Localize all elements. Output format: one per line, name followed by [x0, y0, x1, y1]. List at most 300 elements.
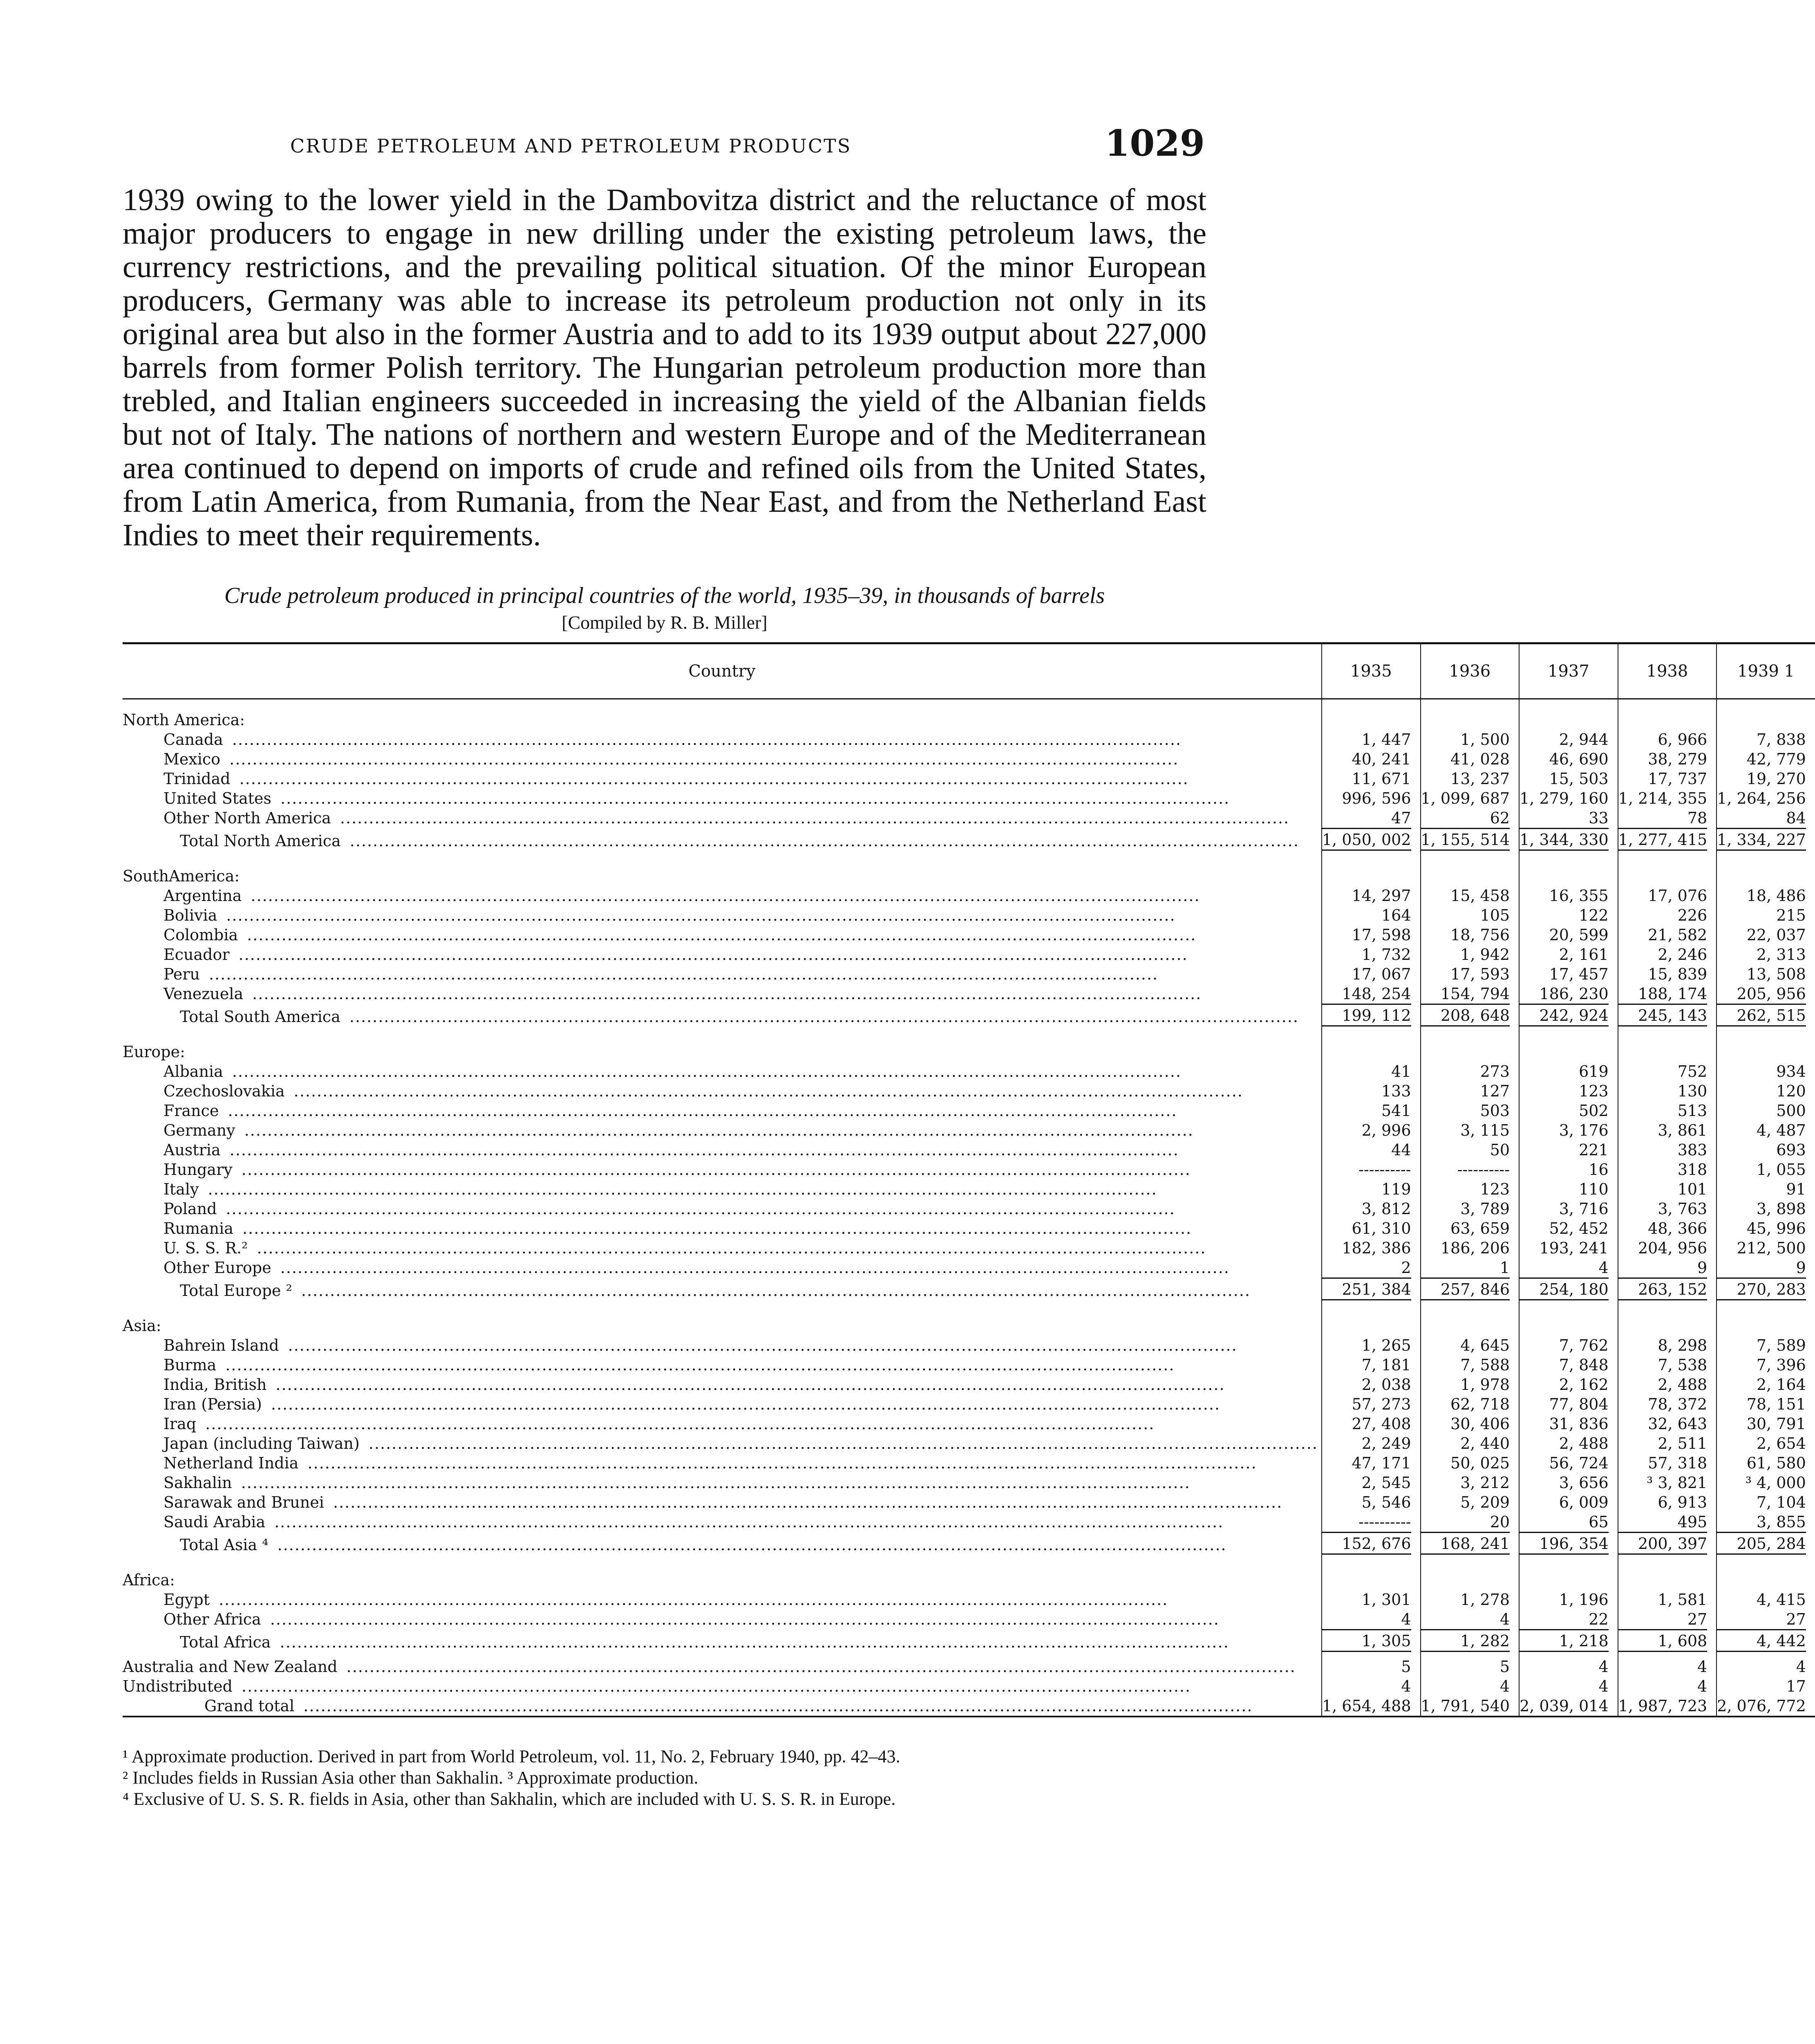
cell-text: 254, 180	[1520, 1278, 1609, 1300]
row-label	[123, 1199, 1322, 1219]
cell-text: 251, 384	[1322, 1278, 1411, 1300]
row-label	[123, 1493, 1322, 1512]
cell-value	[1421, 1414, 1520, 1434]
cell-text: 257, 846	[1421, 1278, 1510, 1300]
table-row	[123, 1101, 1815, 1121]
cell-text: 15, 458	[1450, 887, 1510, 905]
cell-value	[1322, 1081, 1421, 1101]
row-label-text: Total North America	[180, 832, 344, 850]
cell-value	[1717, 1004, 1815, 1031]
cell-text: 56, 724	[1549, 1454, 1609, 1472]
cell-value	[1519, 1657, 1618, 1676]
cell-text: 1, 942	[1460, 946, 1510, 964]
cell-text: 40, 241	[1352, 750, 1411, 768]
cell-text: 1, 305	[1322, 1629, 1411, 1652]
cell-text: 6, 966	[1658, 731, 1708, 749]
cell-value	[1421, 1278, 1520, 1305]
cell-value	[1322, 1101, 1421, 1121]
cell-value	[1421, 1004, 1520, 1031]
cell-value	[1618, 730, 1717, 749]
row-label-text: Africa:	[123, 1571, 178, 1589]
cell-value	[1717, 1278, 1815, 1305]
row-label	[123, 1512, 1322, 1532]
cell-value	[1519, 1140, 1618, 1160]
cell-text: 65	[1589, 1513, 1609, 1531]
empty-cell	[1322, 1560, 1421, 1590]
table-row	[123, 1062, 1815, 1081]
total-row	[123, 1278, 1815, 1305]
total-row	[123, 828, 1815, 856]
empty-cell	[1322, 1031, 1421, 1062]
cell-value	[1322, 925, 1421, 945]
running-head	[123, 119, 1206, 164]
header-1935: 1935	[1322, 643, 1421, 699]
cell-value	[1322, 1336, 1421, 1355]
cell-text: 7, 538	[1658, 1356, 1708, 1374]
cell-text: 1, 978	[1460, 1376, 1510, 1394]
cell-value	[1519, 1199, 1618, 1219]
cell-value	[1322, 1004, 1421, 1031]
row-label-text: Czechoslovakia	[163, 1082, 288, 1100]
cell-value	[1421, 1512, 1520, 1532]
cell-text: 1, 608	[1618, 1629, 1708, 1652]
cell-text: 1, 987, 723	[1618, 1697, 1708, 1715]
cell-value	[1618, 1434, 1717, 1453]
petroleum-table	[123, 642, 1815, 1717]
cell-value	[1421, 1219, 1520, 1238]
cell-text: 205, 956	[1737, 985, 1806, 1003]
cell-text: 133	[1381, 1082, 1411, 1100]
cell-value	[1322, 886, 1421, 905]
cell-text: 263, 152	[1618, 1278, 1708, 1300]
cell-text: 3, 898	[1756, 1200, 1806, 1218]
total-row	[123, 1629, 1815, 1657]
cell-text: ³ 3, 821	[1647, 1474, 1708, 1492]
cell-text: 17, 457	[1549, 965, 1609, 983]
cell-text: 3, 763	[1658, 1200, 1708, 1218]
cell-text: 1, 344, 330	[1520, 828, 1609, 851]
row-label-text: Grand total	[204, 1697, 298, 1715]
cell-value	[1519, 1434, 1618, 1453]
row-label-text: Colombia	[163, 926, 241, 944]
row-label	[123, 964, 1322, 984]
cell-value	[1421, 945, 1520, 964]
cell-value	[1717, 808, 1815, 828]
cell-value	[1717, 1629, 1815, 1657]
cell-value	[1618, 1609, 1717, 1629]
cell-value	[1322, 1394, 1421, 1414]
cell-text: 752	[1677, 1062, 1708, 1080]
row-label	[123, 856, 1322, 886]
table-row	[123, 964, 1815, 984]
cell-value	[1322, 1238, 1421, 1258]
empty-cell	[1717, 856, 1815, 886]
cell-text: 32, 643	[1648, 1415, 1708, 1433]
cell-text: 205, 284	[1717, 1532, 1806, 1555]
table-compiled-by: [Compiled by R. B. Miller]	[562, 612, 768, 633]
cell-text: 2, 038	[1361, 1376, 1411, 1394]
row-label	[123, 1676, 1322, 1696]
cell-value	[1519, 1004, 1618, 1031]
cell-value	[1421, 886, 1520, 905]
cell-text: 21, 582	[1648, 926, 1708, 944]
region-row	[123, 1031, 1815, 1062]
footnote: ² Includes fields in Russian Asia other than Sakhalin. ³ Approximate production.	[123, 1768, 698, 1788]
row-label	[123, 886, 1322, 905]
cell-value	[1322, 1140, 1421, 1160]
cell-value	[1519, 1493, 1618, 1512]
cell-value	[1519, 1512, 1618, 1532]
cell-text: 204, 956	[1638, 1239, 1708, 1257]
cell-value	[1519, 1062, 1618, 1081]
cell-text: 3, 656	[1559, 1474, 1609, 1492]
cell-value	[1618, 905, 1717, 925]
cell-text: 2, 161	[1559, 946, 1609, 964]
cell-value	[1519, 1453, 1618, 1473]
empty-cell	[1322, 856, 1421, 886]
cell-value	[1421, 1336, 1520, 1355]
cell-text: 1, 301	[1361, 1591, 1411, 1609]
cell-value	[1618, 1473, 1717, 1493]
empty-cell	[1717, 1560, 1815, 1590]
cell-value	[1421, 1140, 1520, 1160]
cell-value	[1421, 1453, 1520, 1473]
cell-text: 61, 580	[1746, 1454, 1806, 1472]
row-label	[123, 1062, 1322, 1081]
cell-value	[1717, 964, 1815, 984]
row-label-text: Iran (Persia)	[163, 1395, 265, 1413]
cell-text: 1, 155, 514	[1421, 828, 1510, 851]
empty-cell	[1421, 856, 1520, 886]
row-label-text: Sarawak and Brunei	[163, 1493, 327, 1511]
cell-text: 3, 212	[1460, 1474, 1510, 1492]
cell-text: 1, 055	[1756, 1161, 1806, 1179]
page	[123, 119, 1806, 1810]
row-label-text: Hungary	[163, 1161, 236, 1179]
row-label	[123, 1609, 1322, 1629]
cell-text: 4	[1697, 1658, 1708, 1676]
cell-value	[1717, 1493, 1815, 1512]
cell-text: 27	[1786, 1610, 1806, 1628]
cell-value	[1717, 1081, 1815, 1101]
cell-text: 17	[1786, 1677, 1806, 1695]
row-label-text: U. S. S. R.²	[163, 1239, 251, 1257]
cell-value	[1421, 749, 1520, 769]
table-row	[123, 1676, 1815, 1696]
footnote: ¹ Approximate production. Derived in part from World Petroleum, vol. 11, No. 2, February 1940, pp. 42–43.	[123, 1746, 900, 1766]
cell-text: 47	[1391, 809, 1411, 827]
cell-text: 200, 397	[1618, 1532, 1708, 1555]
cell-value	[1322, 1657, 1421, 1676]
cell-value	[1421, 769, 1520, 789]
cell-text: 6, 913	[1658, 1493, 1708, 1511]
cell-value	[1519, 1336, 1618, 1355]
cell-text: 7, 762	[1559, 1336, 1609, 1354]
cell-value	[1618, 964, 1717, 984]
table-row	[123, 1493, 1815, 1512]
empty-cell	[1717, 1305, 1815, 1336]
row-label-text: Iraq	[163, 1415, 199, 1433]
table-row	[123, 808, 1815, 828]
cell-text: 2, 545	[1361, 1474, 1411, 1492]
cell-value	[1618, 1004, 1717, 1031]
cell-value	[1717, 1219, 1815, 1238]
cell-text: 130	[1677, 1082, 1708, 1100]
cell-text: 1, 447	[1361, 731, 1411, 749]
cell-value	[1519, 905, 1618, 925]
cell-text: 1, 732	[1361, 946, 1411, 964]
cell-text: 199, 112	[1322, 1004, 1411, 1026]
cell-value	[1421, 925, 1520, 945]
cell-value	[1519, 1590, 1618, 1609]
cell-text: 5	[1401, 1658, 1411, 1676]
cell-value	[1519, 808, 1618, 828]
cell-value	[1717, 1657, 1815, 1676]
cell-text: 193, 241	[1539, 1239, 1609, 1257]
row-label	[123, 1434, 1322, 1453]
cell-text: 1, 791, 540	[1421, 1697, 1510, 1715]
cell-text: 11, 671	[1352, 770, 1411, 788]
cell-text: 996, 596	[1342, 789, 1411, 807]
row-label-text: France	[163, 1102, 222, 1120]
cell-text: 318	[1677, 1161, 1708, 1179]
row-label	[123, 1657, 1322, 1676]
cell-value	[1717, 984, 1815, 1004]
cell-value	[1618, 1278, 1717, 1305]
cell-value	[1618, 1355, 1717, 1375]
cell-text: 127	[1480, 1082, 1510, 1100]
cell-text: 541	[1381, 1102, 1411, 1120]
row-label-text: United States	[163, 789, 275, 807]
empty-cell	[1717, 699, 1815, 730]
cell-value	[1717, 1676, 1815, 1696]
cell-text: 1	[1499, 1259, 1510, 1277]
cell-value	[1322, 1532, 1421, 1560]
row-label-text: North America:	[123, 711, 248, 729]
cell-text: 1, 264, 256	[1717, 789, 1806, 807]
cell-text: 383	[1677, 1141, 1708, 1159]
cell-value	[1519, 789, 1618, 808]
cell-text: 2, 164	[1756, 1376, 1806, 1394]
cell-value	[1421, 1676, 1520, 1696]
table-row	[123, 789, 1815, 808]
cell-text: 7, 396	[1756, 1356, 1806, 1374]
cell-value	[1519, 1394, 1618, 1414]
cell-value	[1322, 730, 1421, 749]
cell-text: 8, 298	[1658, 1336, 1708, 1354]
table-row	[123, 1375, 1815, 1394]
cell-text: 245, 143	[1618, 1004, 1708, 1026]
cell-text: 164	[1381, 906, 1411, 924]
row-label-text: Egypt	[163, 1591, 213, 1609]
total-row	[123, 1696, 1815, 1717]
empty-cell	[1519, 856, 1618, 886]
region-row	[123, 1560, 1815, 1590]
cell-value	[1322, 945, 1421, 964]
cell-text: 17, 067	[1352, 965, 1411, 983]
cell-text: 1, 277, 415	[1618, 828, 1708, 851]
empty-cell	[1421, 1031, 1520, 1062]
cell-text: 30, 406	[1450, 1415, 1510, 1433]
row-label-text: Total Africa	[180, 1633, 274, 1651]
footnotes	[123, 1746, 1206, 1810]
cell-value	[1322, 1609, 1421, 1629]
table-row	[123, 1160, 1815, 1179]
cell-value	[1322, 1696, 1421, 1717]
empty-cell	[1322, 699, 1421, 730]
row-label	[123, 1336, 1322, 1355]
empty-cell	[1618, 856, 1717, 886]
cell-value	[1618, 886, 1717, 905]
cell-text: 1, 214, 355	[1618, 789, 1708, 807]
table-row	[123, 1081, 1815, 1101]
cell-value	[1519, 730, 1618, 749]
cell-value	[1618, 925, 1717, 945]
cell-text: 4	[1401, 1677, 1411, 1695]
cell-value	[1322, 1590, 1421, 1609]
row-label	[123, 1305, 1322, 1336]
row-label	[123, 1160, 1322, 1179]
cell-value	[1618, 1676, 1717, 1696]
cell-text: ----------	[1358, 1513, 1411, 1531]
cell-text: 77, 804	[1549, 1395, 1609, 1413]
cell-value	[1618, 1121, 1717, 1140]
cell-text: 62, 718	[1450, 1395, 1510, 1413]
body-paragraph: 1939 owing to the lower yield in the Dambovitza district and the reluctance of most major producers to engage in new drilling under the existing petroleum laws, the currency restrictions, and the prevailing political situation. Of the minor European producers, Germany was able to increase its petroleum production not only in its original area but also in the former Austria and to add to its 1939 output about 227,000 barrels from former Polish territory. The Hungarian petroleum production more than trebled, and Italian engineers succeeded in increasing the yield of the Albanian fields but not of Italy. The nations of northern and western Europe and of the Mediterranean area continued to depend on imports of crude and refined oils from the United States, from Latin America, from Rumania, from the Near East, and from the Netherland East Indies to meet their requirements.	[123, 183, 1206, 552]
table-row	[123, 769, 1815, 789]
cell-value	[1421, 1355, 1520, 1375]
cell-value	[1519, 925, 1618, 945]
cell-value	[1322, 828, 1421, 856]
table-row	[123, 1590, 1815, 1609]
empty-cell	[1519, 1560, 1618, 1590]
row-label	[123, 1140, 1322, 1160]
row-label-text: Trinidad	[163, 770, 234, 788]
cell-value	[1421, 1238, 1520, 1258]
row-label	[123, 808, 1322, 828]
cell-text: 22	[1589, 1610, 1609, 1628]
cell-value	[1618, 1179, 1717, 1199]
cell-text: 47, 171	[1352, 1454, 1411, 1472]
cell-text: 495	[1677, 1513, 1708, 1531]
cell-value	[1618, 808, 1717, 828]
cell-value	[1421, 808, 1520, 828]
cell-value	[1421, 1179, 1520, 1199]
cell-value	[1519, 1532, 1618, 1560]
cell-text: 27, 408	[1352, 1415, 1411, 1433]
cell-value	[1519, 886, 1618, 905]
cell-value	[1421, 1121, 1520, 1140]
cell-text: 15, 503	[1549, 770, 1609, 788]
table-row	[123, 945, 1815, 964]
cell-value	[1717, 789, 1815, 808]
empty-cell	[1519, 1305, 1618, 1336]
cell-text: 41	[1391, 1062, 1411, 1080]
table-row	[123, 749, 1815, 769]
row-label-text: Bahrein Island	[163, 1336, 282, 1354]
cell-text: 3, 812	[1361, 1200, 1411, 1218]
cell-text: 18, 486	[1746, 887, 1806, 905]
row-label	[123, 1031, 1322, 1062]
cell-value	[1618, 984, 1717, 1004]
row-label-text: Germany	[163, 1121, 239, 1139]
cell-text: 30, 791	[1746, 1415, 1806, 1433]
row-label	[123, 1238, 1322, 1258]
cell-value	[1519, 1121, 1618, 1140]
cell-text: 1, 654, 488	[1322, 1697, 1411, 1715]
cell-value	[1618, 1101, 1717, 1121]
table-row	[123, 1473, 1815, 1493]
cell-text: 15, 839	[1648, 965, 1708, 983]
cell-value	[1519, 1160, 1618, 1179]
cell-text: ----------	[1457, 1161, 1510, 1179]
cell-text: 57, 318	[1648, 1454, 1708, 1472]
cell-value	[1519, 945, 1618, 964]
cell-text: 17, 593	[1450, 965, 1510, 983]
cell-value	[1618, 1238, 1717, 1258]
cell-value	[1618, 749, 1717, 769]
cell-value	[1519, 1414, 1618, 1434]
cell-text: 186, 206	[1440, 1239, 1510, 1257]
cell-value	[1618, 1258, 1717, 1278]
cell-value	[1421, 1199, 1520, 1219]
empty-cell	[1421, 699, 1520, 730]
cell-value	[1322, 769, 1421, 789]
cell-value	[1322, 1629, 1421, 1657]
cell-value	[1618, 1160, 1717, 1179]
cell-value	[1717, 1062, 1815, 1081]
cell-text: 7, 848	[1559, 1356, 1609, 1374]
cell-text: 120	[1776, 1082, 1806, 1100]
cell-text: 2, 944	[1559, 731, 1609, 749]
cell-text: 503	[1480, 1102, 1510, 1120]
cell-value	[1519, 1696, 1618, 1717]
table-row	[123, 1394, 1815, 1414]
cell-text: 1, 334, 227	[1717, 828, 1806, 851]
cell-value	[1717, 730, 1815, 749]
cell-value	[1421, 1434, 1520, 1453]
cell-value	[1322, 1676, 1421, 1696]
table-row	[123, 1140, 1815, 1160]
cell-text: 1, 279, 160	[1520, 789, 1609, 807]
row-label-text: Other Europe	[163, 1259, 275, 1277]
row-label-text: Albania	[163, 1062, 226, 1080]
cell-text: 7, 181	[1361, 1356, 1411, 1374]
cell-value	[1717, 1394, 1815, 1414]
cell-value	[1618, 1493, 1717, 1512]
table-row	[123, 1512, 1815, 1532]
table-row	[123, 984, 1815, 1004]
row-label	[123, 1590, 1322, 1609]
cell-text: 1, 278	[1460, 1591, 1510, 1609]
cell-text: 242, 924	[1520, 1004, 1609, 1026]
cell-text: 2, 440	[1460, 1434, 1510, 1452]
cell-text: 48, 366	[1648, 1219, 1708, 1237]
cell-text: 45, 996	[1746, 1219, 1806, 1237]
header-1937: 1937	[1519, 643, 1618, 699]
cell-value	[1618, 1336, 1717, 1355]
cell-value	[1717, 1453, 1815, 1473]
cell-text: 122	[1579, 906, 1609, 924]
cell-value	[1322, 1121, 1421, 1140]
cell-value	[1322, 1258, 1421, 1278]
cell-text: 1, 500	[1460, 731, 1510, 749]
row-label	[123, 1355, 1322, 1375]
cell-value	[1618, 1512, 1717, 1532]
cell-value	[1421, 1160, 1520, 1179]
cell-text: 182, 386	[1342, 1239, 1411, 1257]
empty-cell	[1519, 1031, 1618, 1062]
